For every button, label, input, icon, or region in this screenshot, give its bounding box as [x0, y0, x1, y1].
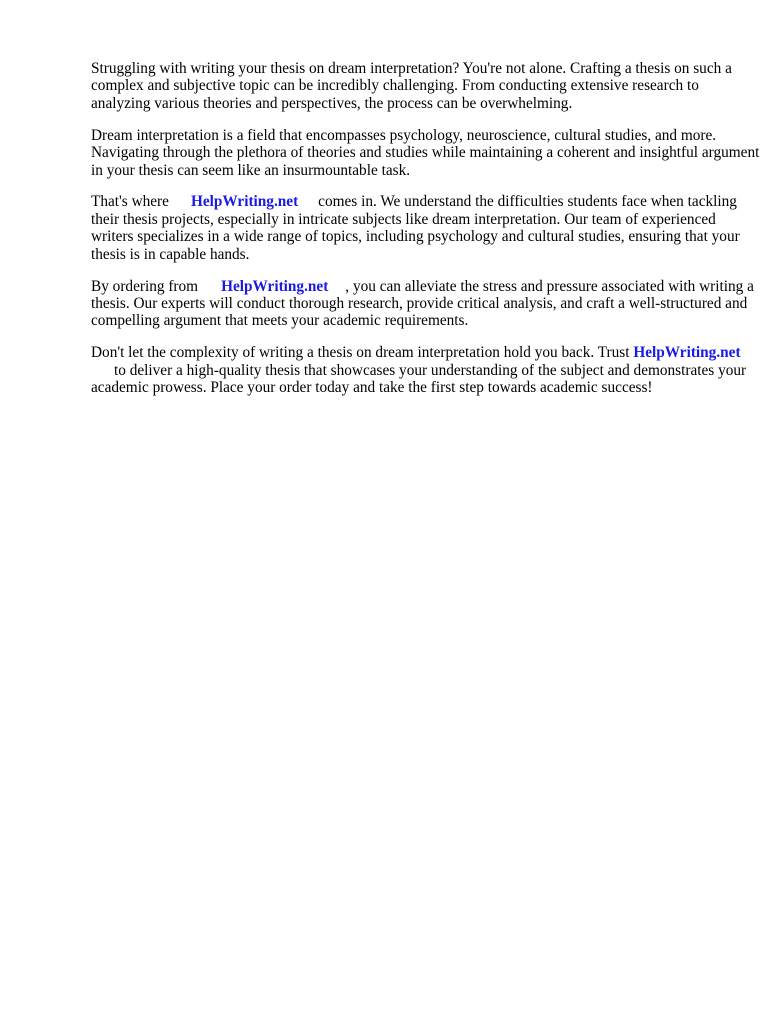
- helpwriting-link[interactable]: HelpWriting.net: [633, 344, 741, 362]
- paragraph-text: Don't let the complexity of writing a thesis on dream interpretation hold you back. Trust: [91, 344, 630, 362]
- paragraph-text: to deliver a high-quality thesis that showcases your understanding of the subject and demonstrates your academic prowess. Place your order today and take the first step towards academic success!: [91, 361, 747, 397]
- document-body: [91, 60, 761, 411]
- paragraph-service-intro: [91, 193, 761, 263]
- helpwriting-link[interactable]: HelpWriting.net: [190, 193, 299, 211]
- paragraph-text: That's where: [91, 193, 169, 211]
- paragraph-text: By ordering from: [91, 277, 199, 295]
- paragraph-ordering: [91, 278, 761, 330]
- helpwriting-link[interactable]: HelpWriting.net: [221, 277, 329, 295]
- paragraph-text: comes in. We understand the difficulties students face when tackling their thesis projects, especially in intricate subjects like dream interpretation. Our team of experienced writers specializes in a wide range of topics, including psychology and cultural studies, ensuring that your thesis is in capable hands.: [91, 193, 740, 263]
- paragraph-text: , you can alleviate the stress and pressure associated with writing a thesis. Our experts will conduct thorough research, provide critical analysis, and craft a well-structured and compelling argument that meets your academic requirements.: [91, 277, 754, 330]
- paragraph-call-to-action: [91, 344, 761, 396]
- paragraph-intro: Struggling with writing your thesis on dream interpretation? You're not alone. Crafting a thesis on such a complex and subjective topic can be incredibly challenging. From conducting extensive research to analyzing various theories and perspectives, the process can be overwhelming.: [91, 60, 732, 112]
- paragraph-field-description: Dream interpretation is a field that encompasses psychology, neuroscience, cultural studies, and more. Navigating through the plethora of theories and studies while maintaining a coherent and insightful argument in your thesis can seem like an insurmountable task.: [91, 126, 760, 179]
